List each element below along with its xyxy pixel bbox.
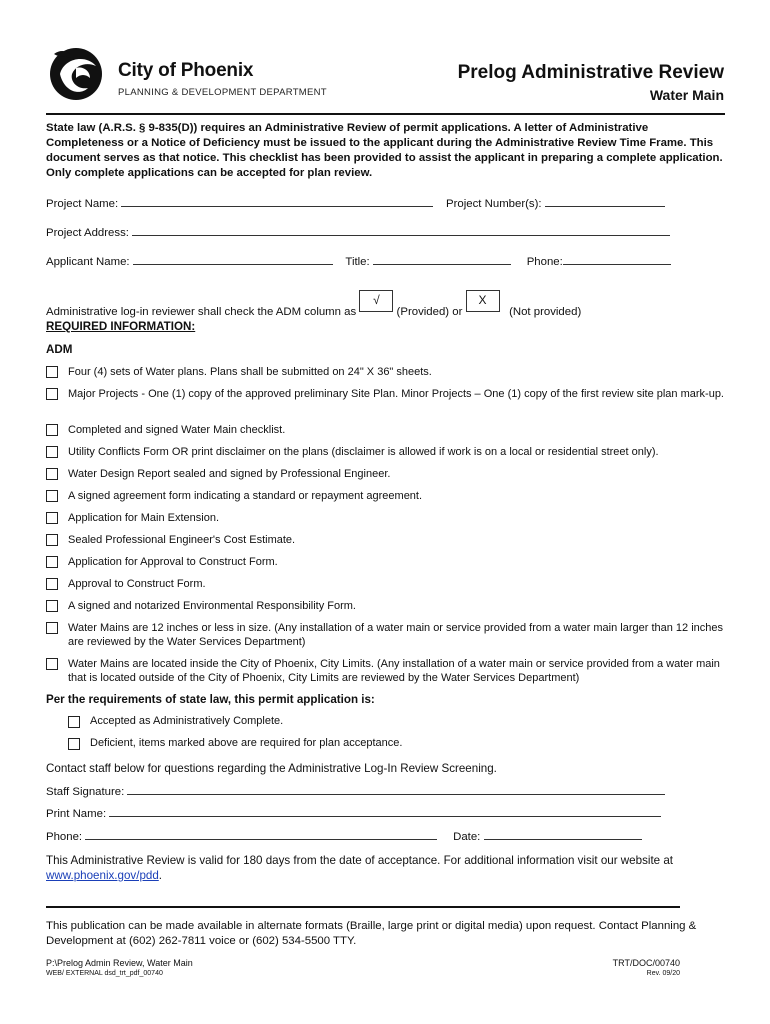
- checklist-item: Completed and signed Water Main checklist.: [46, 423, 726, 437]
- checkbox[interactable]: [46, 388, 58, 400]
- document-title: Prelog Administrative Review: [457, 62, 724, 83]
- header-divider: [46, 113, 725, 115]
- intro-paragraph: State law (A.R.S. § 9-835(D)) requires an Administrative Review of permit applications. A letter of Administrative Completeness or a Notice of Deficiency must be issued to the applicant during the Administrative Review Time Frame. This document serves as that notice. This checklist has been provided to assist the applicant in preparing a complete application. Only complete applications can be accepted for plan review.: [46, 122, 723, 179]
- checkbox[interactable]: [46, 490, 58, 502]
- staff-signature-field[interactable]: [127, 784, 665, 795]
- checkbox[interactable]: [68, 738, 80, 750]
- checkbox[interactable]: [46, 622, 58, 634]
- footer-divider: [46, 906, 680, 908]
- checkbox[interactable]: [46, 366, 58, 378]
- phone-field[interactable]: [563, 254, 671, 265]
- checkbox[interactable]: [46, 512, 58, 524]
- checklist-item: Water Design Report sealed and signed by Professional Engineer.: [46, 467, 726, 481]
- department-name: PLANNING & DEVELOPMENT DEPARTMENT: [118, 87, 327, 98]
- checklist-item: Application for Approval to Construct Form.: [46, 555, 726, 569]
- phone-label: Phone:: [526, 256, 563, 268]
- checkbox[interactable]: [46, 658, 58, 670]
- title-label: Title:: [345, 256, 370, 268]
- checklist-item: Water Mains are located inside the City of Phoenix, City Limits. (Any installation of a water main or service provided from a water main that is located outside of the City of Phoenix, City Limits are reviewed by the Water Services Department): [46, 657, 726, 685]
- provided-mark-box: √: [359, 290, 393, 312]
- status-heading: Per the requirements of state law, this permit application is:: [46, 693, 375, 706]
- title-field[interactable]: [373, 254, 511, 265]
- adm-instruction: [46, 293, 582, 318]
- website-link[interactable]: www.phoenix.gov/pdd: [46, 869, 159, 882]
- staff-phone-label: Phone:: [46, 831, 83, 843]
- project-address-row: [46, 225, 670, 239]
- checkbox[interactable]: [46, 534, 58, 546]
- not-provided-mark-box: X: [466, 290, 500, 312]
- provided-label: (Provided) or: [396, 306, 463, 318]
- project-number-field[interactable]: [545, 196, 665, 207]
- print-name-field[interactable]: [109, 806, 661, 817]
- status-option-accepted: Accepted as Administratively Complete.: [68, 715, 283, 727]
- checkbox[interactable]: [46, 578, 58, 590]
- document-number: TRT/DOC/00740: [612, 958, 680, 968]
- date-field[interactable]: [484, 829, 642, 840]
- checkbox[interactable]: [46, 600, 58, 612]
- project-name-row: [46, 196, 665, 210]
- project-address-field[interactable]: [132, 225, 670, 236]
- checkbox[interactable]: [46, 446, 58, 458]
- print-name-label: Print Name:: [46, 808, 107, 820]
- print-name-row: [46, 806, 661, 820]
- project-address-label: Project Address:: [46, 227, 129, 239]
- checkbox[interactable]: [46, 424, 58, 436]
- document-subtitle: Water Main: [649, 87, 724, 103]
- project-name-field[interactable]: [121, 196, 433, 207]
- checklist-item: Sealed Professional Engineer's Cost Estimate.: [46, 533, 726, 547]
- applicant-name-label: Applicant Name:: [46, 256, 130, 268]
- required-information-heading: REQUIRED INFORMATION:: [46, 320, 196, 333]
- staff-signature-row: [46, 784, 665, 798]
- project-number-label: Project Number(s):: [446, 198, 542, 210]
- validity-paragraph: This Administrative Review is valid for 180 days from the date of acceptance. For additional information visit our website at www.phoenix.gov/pdd.: [46, 854, 674, 882]
- revision-date: Rev. 09/20: [646, 970, 680, 977]
- checklist-item: Utility Conflicts Form OR print disclaimer on the plans (disclaimer is allowed if work is on a local or residential street only).: [46, 445, 726, 459]
- status-option-deficient: Deficient, items marked above are required for plan acceptance.: [68, 737, 402, 749]
- checkbox[interactable]: [46, 556, 58, 568]
- city-of-phoenix-logo: [46, 44, 108, 102]
- checklist-item: Approval to Construct Form.: [46, 577, 726, 591]
- checklist-item: Application for Main Extension.: [46, 511, 726, 525]
- checklist-item: A signed agreement form indicating a standard or repayment agreement.: [46, 489, 726, 503]
- file-path: P:\Prelog Admin Review, Water Main: [46, 958, 193, 968]
- accessibility-notice: This publication can be made available in alternate formats (Braille, large print or digital media) upon request. Contact Planning & Development at (602) 262-7811 voice or (602) 534-5500 TTY.: [46, 920, 697, 947]
- checklist-item: Major Projects - One (1) copy of the approved preliminary Site Plan. Minor Projects – One (1) copy of the first review site plan mark-up.: [46, 387, 726, 401]
- not-provided-label: (Not provided): [509, 306, 582, 318]
- checklist-item: Water Mains are 12 inches or less in size. (Any installation of a water main or service provided from a water main larger than 12 inches are reviewed by the Water Services Department): [46, 621, 726, 649]
- org-name: City of Phoenix: [118, 60, 254, 81]
- applicant-name-field[interactable]: [133, 254, 333, 265]
- date-label: Date:: [453, 831, 481, 843]
- adm-instruction-text: Administrative log-in reviewer shall check the ADM column as: [46, 306, 357, 318]
- checklist-item: Four (4) sets of Water plans. Plans shall be submitted on 24" X 36" sheets.: [46, 365, 726, 379]
- checklist-item: A signed and notarized Environmental Responsibility Form.: [46, 599, 726, 613]
- contact-text: Contact staff below for questions regarding the Administrative Log-In Review Screening.: [46, 762, 497, 775]
- staff-phone-field[interactable]: [85, 829, 437, 840]
- applicant-row: [46, 254, 671, 268]
- checkbox[interactable]: [68, 716, 80, 728]
- file-path-small: WEB/ EXTERNAL dsd_trt_pdf_00740: [46, 970, 163, 977]
- checkbox[interactable]: [46, 468, 58, 480]
- adm-column-heading: ADM: [46, 343, 73, 356]
- project-name-label: Project Name:: [46, 198, 119, 210]
- staff-phone-row: [46, 829, 642, 843]
- staff-signature-label: Staff Signature:: [46, 786, 125, 798]
